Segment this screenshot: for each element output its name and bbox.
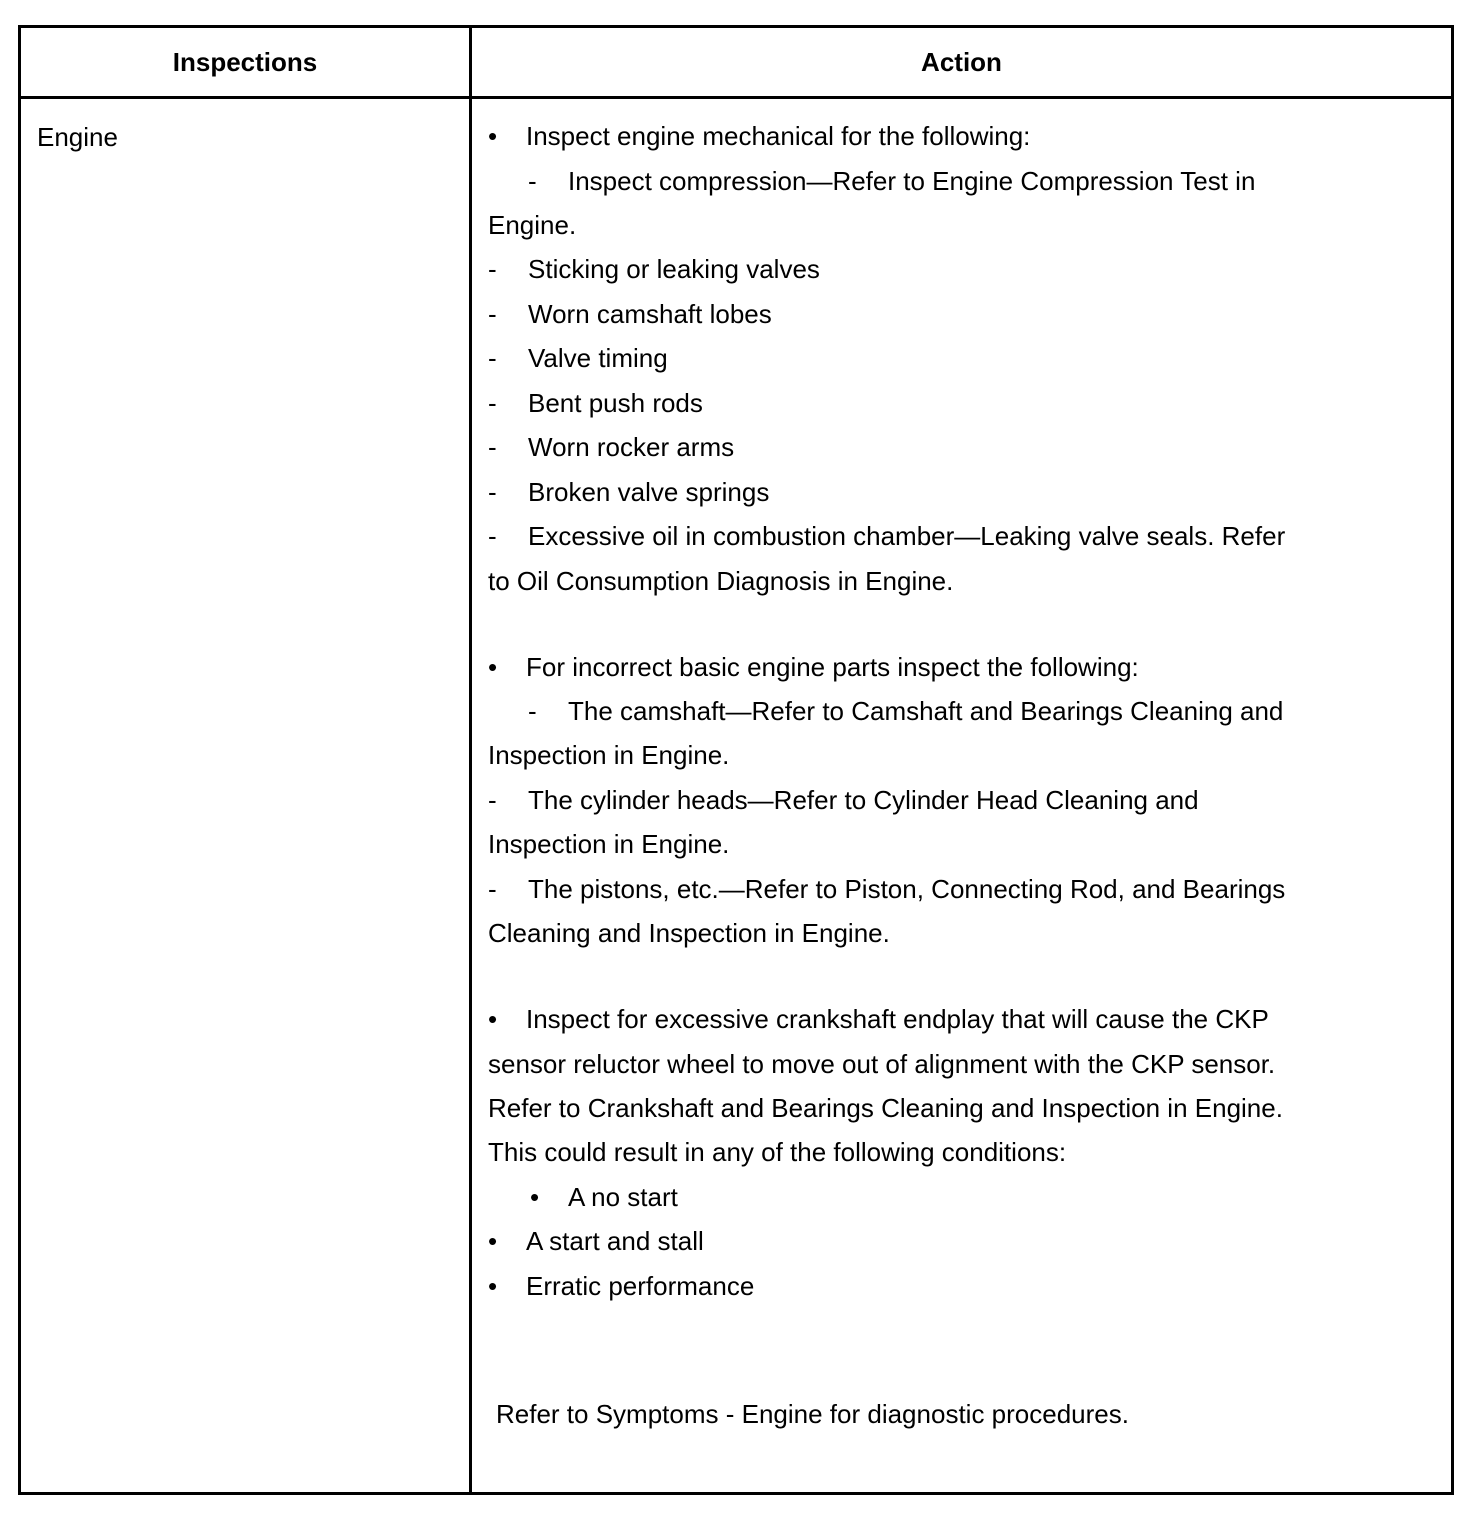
action-line: Engine. [488,210,577,240]
action-line: - The camshaft—Refer to Camshaft and Bearings Cleaning and [528,696,1284,726]
action-line: - The pistons, etc.—Refer to Piston, Connecting Rod, and Bearings [488,874,1286,904]
action-line: - Worn camshaft lobes [488,299,772,329]
action-line: • A start and stall [488,1226,704,1256]
closing-note: Refer to Symptoms - Engine for diagnostic procedures. [496,1399,1129,1429]
action-line: - Excessive oil in combustion chamber—Leaking valve seals. Refer [488,521,1286,551]
header-rule [21,96,1451,99]
header-action: Action [921,47,1002,77]
action-line: - Valve timing [488,343,668,373]
inspection-label: Engine [37,122,118,152]
action-line: - Bent push rods [488,388,703,418]
action-line: • For incorrect basic engine parts inspect the following: [488,652,1139,682]
action-line: Cleaning and Inspection in Engine. [488,918,890,948]
header-inspections: Inspections [172,47,318,77]
action-line: • A no start [530,1182,678,1212]
action-line: Refer to Crankshaft and Bearings Cleaning and Inspection in Engine. [488,1093,1283,1123]
inspection-table [18,25,1454,1495]
action-line: • Inspect engine mechanical for the following: [488,121,1031,151]
column-divider [469,28,472,1492]
action-line: This could result in any of the following conditions: [488,1137,1067,1167]
action-line: - Inspect compression—Refer to Engine Compression Test in [528,166,1256,196]
action-line: sensor reluctor wheel to move out of alignment with the CKP sensor. [488,1049,1276,1079]
action-line: to Oil Consumption Diagnosis in Engine. [488,566,954,596]
action-line: Inspection in Engine. [488,829,730,859]
action-line: Inspection in Engine. [488,740,730,770]
action-line: - Worn rocker arms [488,432,735,462]
action-line: • Erratic performance [488,1271,755,1301]
action-line: - The cylinder heads—Refer to Cylinder Head Cleaning and [488,785,1199,815]
action-line: • Inspect for excessive crankshaft endplay that will cause the CKP [488,1004,1269,1034]
action-line: - Sticking or leaking valves [488,254,820,284]
action-line: - Broken valve springs [488,477,770,507]
